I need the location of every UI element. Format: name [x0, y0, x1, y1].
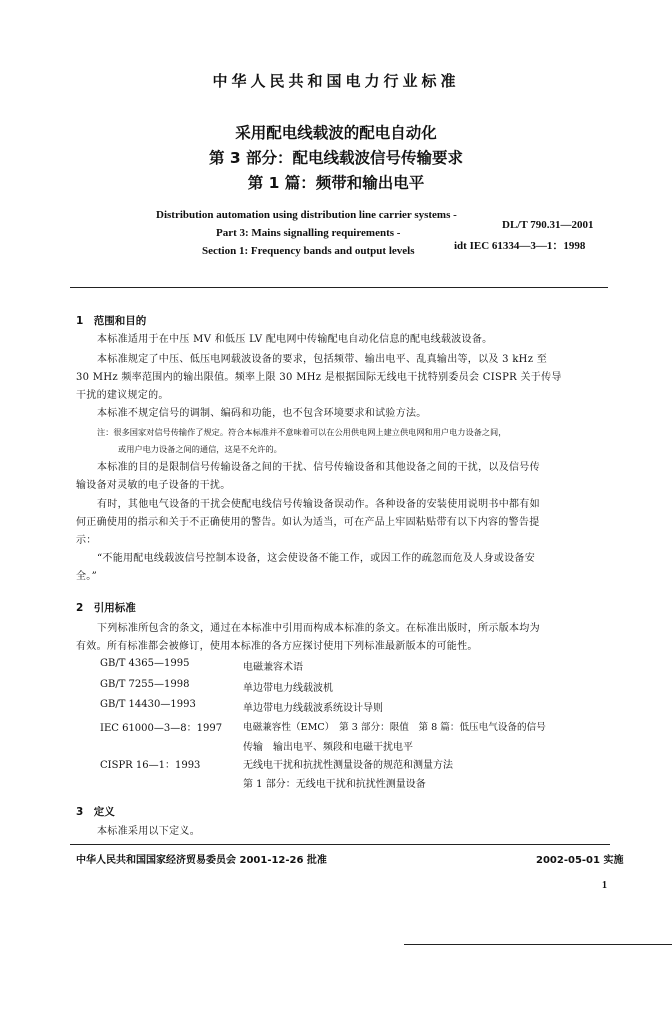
paragraph: 本标准采用以下定义。 — [97, 826, 200, 837]
reference-title: 单边带电力线载波系统设计导则 — [243, 703, 383, 714]
title-line-1: 采用配电线载波的配电自动化 — [235, 124, 437, 142]
section-2-heading: 2 引用标准 — [76, 602, 136, 614]
page-number: 1 — [602, 880, 607, 891]
idt-code: idt IEC 61334—3—1：1998 — [454, 240, 586, 252]
reference-title: 传输 输出电平、频段和电磁干扰电平 — [243, 742, 413, 753]
english-title-line-3: Section 1: Frequency bands and output levels — [202, 245, 415, 257]
reference-code: CISPR 16—1：1993 — [100, 760, 201, 771]
standard-type-header: 中华人民共和国电力行业标准 — [212, 72, 460, 90]
paragraph: 干扰的建议规定的。 — [76, 390, 169, 401]
paragraph: 下列标准所包含的条文，通过在本标准中引用而构成本标准的条文。在标准出版时，所示版本均为 — [97, 623, 540, 634]
bottom-scan-rule — [404, 944, 672, 945]
paragraph: 有时，其他电气设备的干扰会使配电线信号传输设备误动作。各种设备的安装使用说明书中都有如 — [97, 499, 540, 510]
english-title-line-1: Distribution automation using distribution line carrier systems - — [156, 209, 457, 221]
reference-title: 单边带电力线载波机 — [243, 683, 333, 694]
section-3-heading: 3 定义 — [76, 806, 115, 818]
reference-title: 第 1 部分：无线电干扰和抗扰性测量设备 — [243, 779, 426, 790]
paragraph: 30 MHz 频率范围内的输出限值。频率上限 30 MHz 是根据国际无线电干扰特别委员会 CISPR 关于传导 — [76, 372, 562, 383]
warning-quote: 全。” — [76, 571, 98, 582]
standard-code: DL/T 790.31—2001 — [502, 219, 594, 231]
reference-title: 无线电干扰和抗扰性测量设备的规范和测量方法 — [243, 760, 453, 771]
note: 注：很多国家对信号传输作了规定。符合本标准并不意味着可以在公用供电网上建立供电网和用户电力设备之间， — [97, 427, 507, 437]
paragraph: 本标准规定了中压、低压电网载波设备的要求，包括频带、输出电平、乱真输出等，以及 3 kHz 至 — [97, 354, 548, 365]
header-rule — [70, 287, 608, 288]
warning-quote: “不能用配电线载波信号控制本设备，这会使设备不能工作，或因工作的疏忽而危及人身或设备安 — [97, 553, 536, 564]
footer-rule — [70, 844, 610, 845]
paragraph: 本标准适用于在中压 MV 和低压 LV 配电网中传输配电自动化信息的配电线载波设备。 — [97, 334, 493, 345]
title-line-3: 第 1 篇：频带和输出电平 — [247, 174, 425, 192]
effective-date: 2002-05-01 实施 — [536, 855, 624, 866]
paragraph: 输设备对灵敏的电子设备的干扰。 — [76, 480, 231, 491]
paragraph: 何正确使用的指示和关于不正确使用的警告。如认为适当，可在产品上牢固粘贴带有以下内容的警告提 — [76, 517, 540, 528]
paragraph: 本标准不规定信号的调制、编码和功能，也不包含环境要求和试验方法。 — [97, 408, 427, 419]
reference-code: GB/T 4365—1995 — [100, 658, 190, 669]
reference-title: 电磁兼容术语 — [243, 662, 303, 673]
english-title-line-2: Part 3: Mains signalling requirements - — [216, 227, 401, 239]
reference-code: GB/T 7255—1998 — [100, 679, 190, 690]
note: 或用户电力设备之间的通信，这是不允许的。 — [118, 444, 282, 454]
section-1-heading: 1 范围和目的 — [76, 315, 147, 327]
paragraph: 本标准的目的是限制信号传输设备之间的干扰、信号传输设备和其他设备之间的干扰，以及信号传 — [97, 462, 540, 473]
paragraph: 有效。所有标准都会被修订，使用本标准的各方应探讨使用下列标准最新版本的可能性。 — [76, 641, 478, 652]
reference-title: 电磁兼容性（EMC） 第 3 部分：限值 第 8 篇：低压电气设备的信号 — [243, 722, 546, 733]
title-line-2: 第 3 部分：配电线载波信号传输要求 — [208, 149, 464, 167]
approval-info: 中华人民共和国国家经济贸易委员会 2001-12-26 批准 — [76, 855, 327, 866]
reference-code: IEC 61000—3—8：1997 — [100, 723, 223, 734]
reference-code: GB/T 14430—1993 — [100, 699, 196, 710]
paragraph: 示： — [76, 535, 97, 546]
